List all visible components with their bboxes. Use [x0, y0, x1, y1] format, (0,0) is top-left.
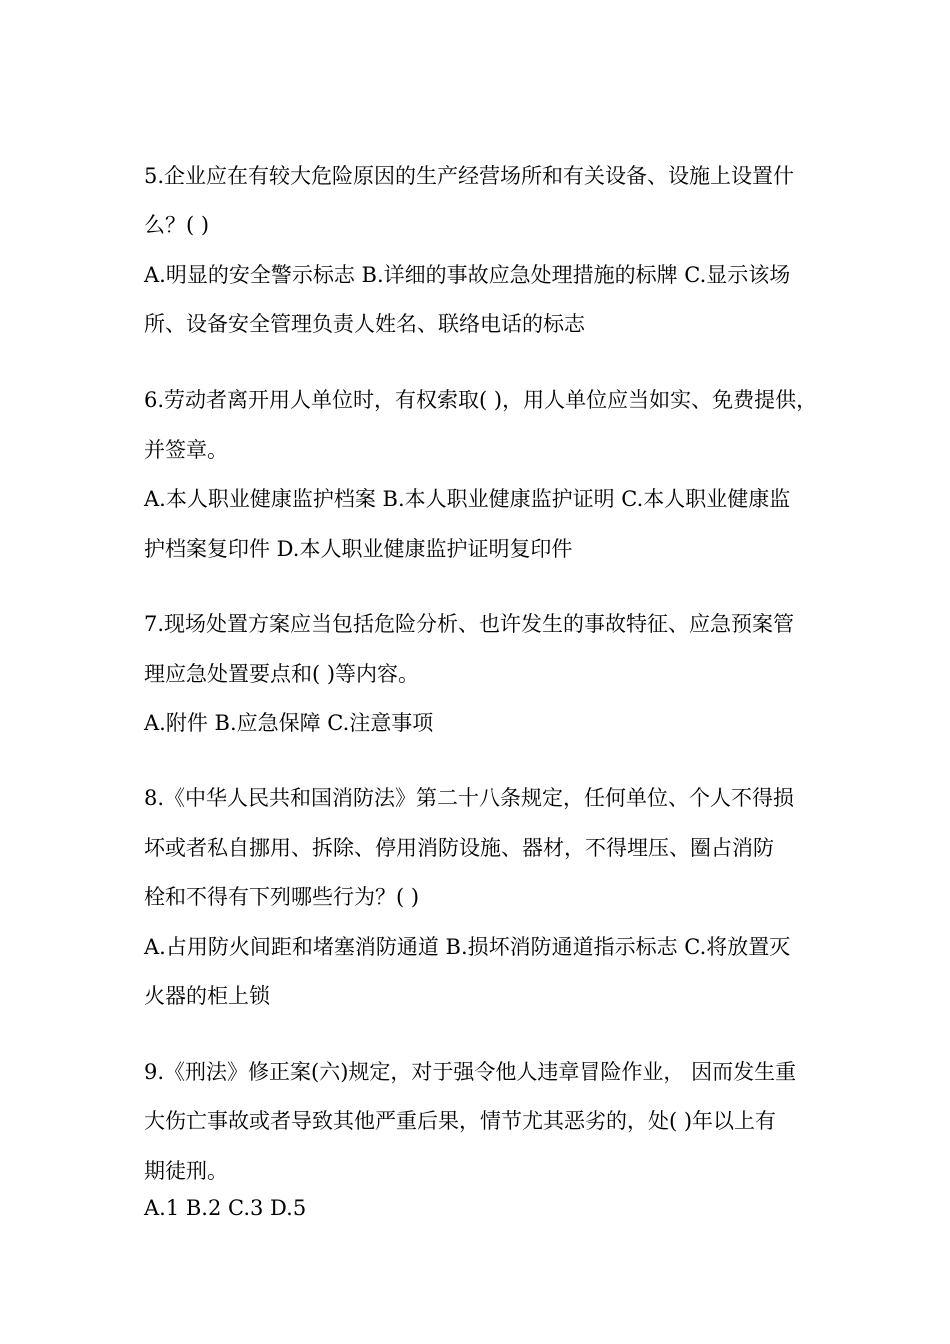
options-line: 火器的柜上锁 [144, 984, 270, 1008]
question-stem-line: 坏或者私自挪用、拆除、停用消防设施、器材，不得埋压、圈占消防 [144, 836, 774, 860]
question-stem-line: 理应急处置要点和( )等内容。 [144, 662, 420, 686]
question-stem-line: 6.劳动者离开用人单位时，有权索取( )，用人单位应当如实、免费提供， [144, 388, 818, 412]
options-line: A.1 B.2 C.3 D.5 [144, 1196, 307, 1220]
question-stem-line: 5.企业应在有较大危险原因的生产经营场所和有关设备、设施上设置什 [144, 164, 795, 188]
options-line: A.本人职业健康监护档案 B.本人职业健康监护证明 C.本人职业健康监 [144, 487, 791, 511]
question-stem-line: 9.《刑法》修正案(六)规定，对于强令他人违章冒险作业， 因而发生重 [144, 1060, 797, 1084]
question-stem-line: 期徒刑。 [144, 1159, 228, 1183]
options-line: A.附件 B.应急保障 C.注意事项 [144, 711, 434, 735]
options-line: A.明显的安全警示标志 B.详细的事故应急处理措施的标牌 C.显示该场 [144, 263, 791, 287]
question-stem-line: 并签章。 [144, 438, 228, 462]
question-stem-line: 么？( ) [144, 213, 210, 237]
question-stem-line: 7.现场处置方案应当包括危险分析、也许发生的事故特征、应急预案管 [144, 612, 795, 636]
options-line: 所、设备安全管理负责人姓名、联络电话的标志 [144, 312, 585, 336]
question-stem-line: 栓和不得有下列哪些行为？( ) [144, 885, 420, 909]
question-stem-line: 大伤亡事故或者导致其他严重后果，情节尤其恶劣的，处( )年以上有 [144, 1109, 777, 1133]
question-stem-line: 8.《中华人民共和国消防法》第二十八条规定，任何单位、个人不得损 [144, 786, 795, 810]
options-line: 护档案复印件 D.本人职业健康监护证明复印件 [144, 537, 573, 561]
options-line: A.占用防火间距和堵塞消防通道 B.损坏消防通道指示标志 C.将放置灭 [144, 935, 791, 959]
